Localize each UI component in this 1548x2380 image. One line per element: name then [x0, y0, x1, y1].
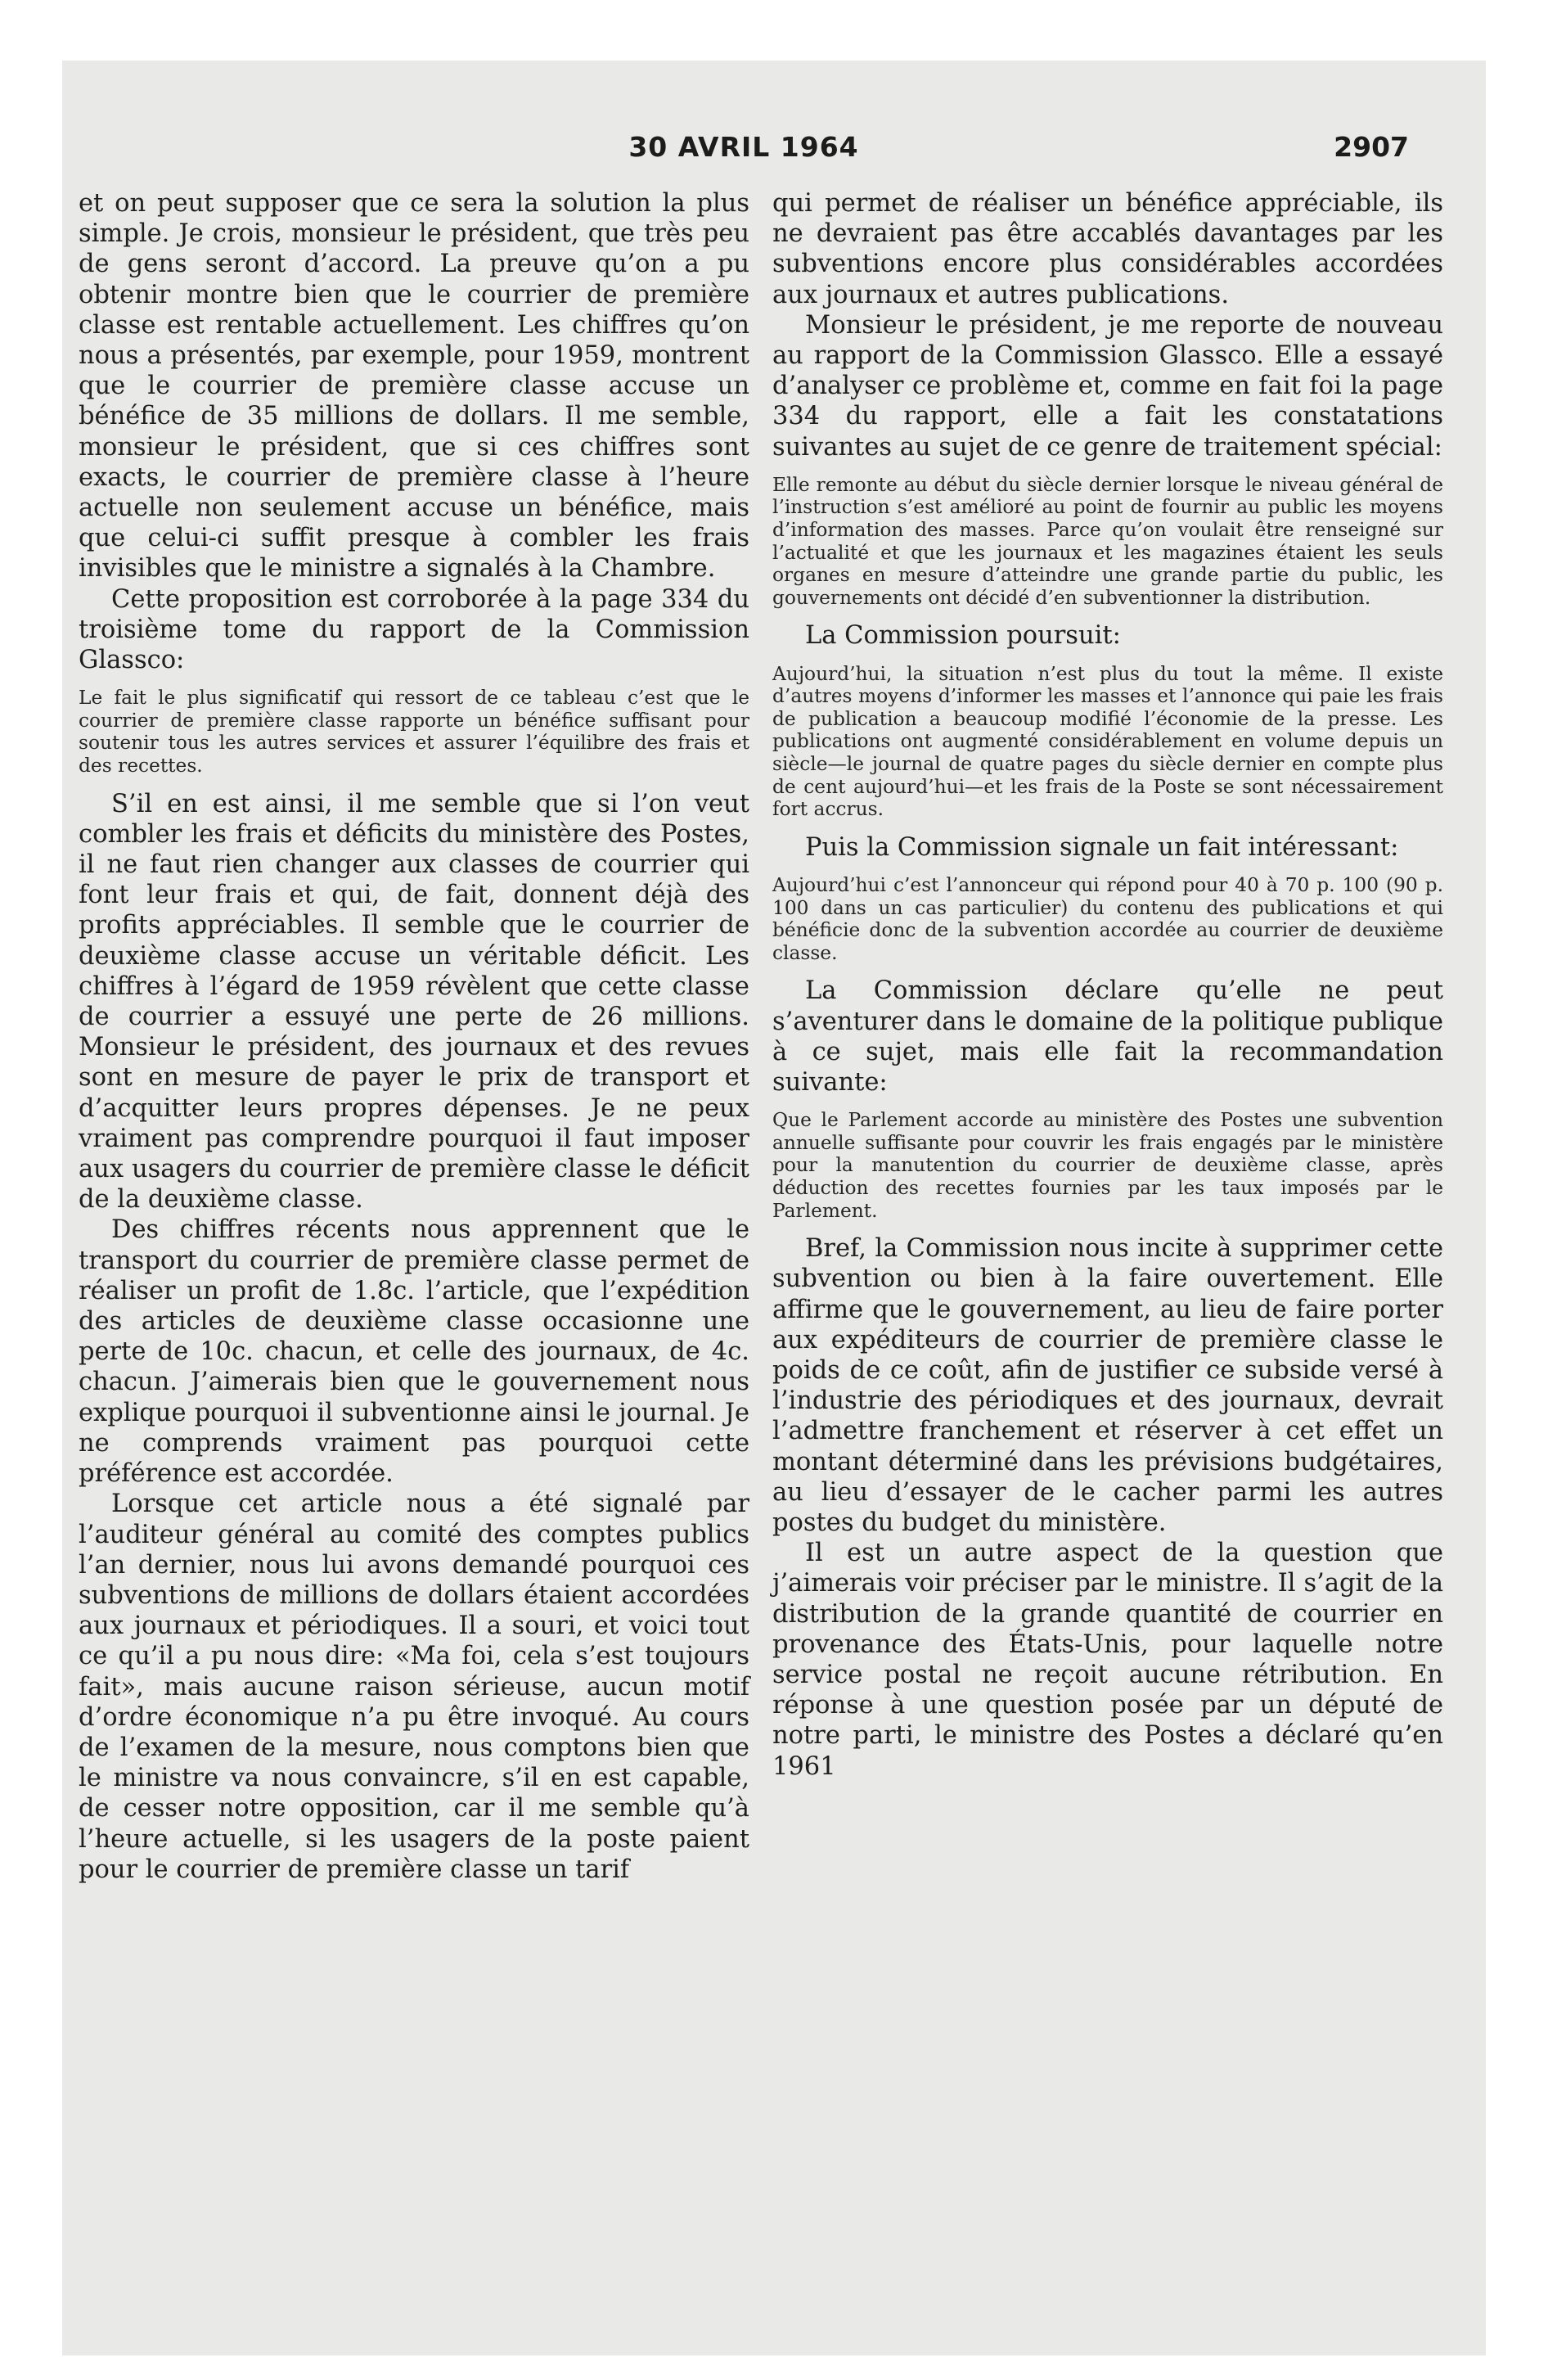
block-quote: Aujourd’hui, la situation n’est plus du tout la même. Il existe d’autres moyens d’informer les masses et l’annonce qui paie les frais de publication a beaucoup modifié l’économie de la presse. Les publications ont augmenté considérablement en volume depuis un siècle—le journal de quatre pages du siècle dernier en compte plus de cent aujourd’hui—et les frais de la Poste se sont nécessairement fort accrus. [772, 662, 1443, 821]
paragraph: Des chiffres récents nous apprennent que le transport du courrier de première classe permet de réaliser un profit de 1.8c. l’article, que l’expédition des articles de deuxième classe occasionne une perte de 10c. chacun, et celle des journaux, de 4c. chacun. J’aimerais bien que le gouvernement nous explique pourquoi il subventionne ainsi le journal. Je ne comprends vraiment pas pourquoi cette préférence est accordée. [79, 1215, 749, 1489]
paragraph: La Commission poursuit: [805, 621, 1121, 651]
paragraph: Puis la Commission signale un fait intéressant: [805, 832, 1399, 862]
paragraph: Lorsque cet article nous a été signalé par l’auditeur général au comité des comptes publics l’an dernier, nous lui avons demandé pourquoi ces subventions de millions de dollars étaient accordées aux journaux et périodiques. Il a souri, et voici tout ce qu’il a pu nous dire: «Ma foi, cela s’est toujours fait», mais aucune raison sérieuse, aucun motif d’ordre économique n’a pu être invoqué. Au cours de l’examen de la mesure, nous comptons bien que le ministre va nous convaincre, s’il en est capable, de cesser notre opposition, car il me semble qu’à l’heure actuelle, si les usagers de la poste paient pour le courrier de première classe un tarif [79, 1490, 749, 1884]
paragraph: Bref, la Commission nous incite à supprimer cette subvention ou bien à la faire ouvertement. Elle affirme que le gouvernement, au lieu de faire porter aux expéditeurs de courrier de première classe le poids de ce coût, afin de justifier ce subside versé à l’industrie des périodiques et des journaux, devrait l’admettre franchement et réserver à cet effet un montant déterminé dans les prévisions budgétaires, au lieu d’essayer de le cacher parmi les autres postes du budget du ministère. [772, 1234, 1443, 1537]
paragraph: et on peut supposer que ce sera la solution la plus simple. Je crois, monsieur le président, que très peu de gens seront d’accord. La preuve qu’on a pu obtenir montre bien que le courrier de première classe est rentable actuellement. Les chiffres qu’on nous a présentés, par exemple, pour 1959, montrent que le courrier de première classe accuse un bénéfice de 35 millions de dollars. Il me semble, monsieur le président, que si ces chiffres sont exacts, le courrier de première classe à l’heure actuelle non seulement accuse un bénéfice, mais que celui-ci suffit presque à combler les frais invisibles que le ministre a signalés à la Chambre. [79, 189, 749, 584]
page-number: 2907 [1334, 131, 1409, 163]
right-column [772, 188, 1443, 1782]
block-quote: Que le Parlement accorde au ministère des Postes une subvention annuelle suffisante pour couvrir les frais engagés par le ministère pour la manutention du courrier de deuxième classe, après déduction des recettes fournies par les taux imposés par le Parlement. [772, 1109, 1443, 1222]
paragraph: S’il en est ainsi, il me semble que si l’on veut combler les frais et déficits du ministère des Postes, il ne faut rien changer aux classes de courrier qui font leur frais et qui, de fait, donnent déjà des profits appréciables. Il semble que le courrier de deuxième classe accuse un véritable déficit. Les chiffres à l’égard de 1959 révèlent que cette classe de courrier a essuyé une perte de 26 millions. Monsieur le président, des journaux et des revues sont en mesure de payer le prix de transport et d’acquitter leurs propres dépenses. Je ne peux vraiment pas comprendre pourquoi il faut imposer aux usagers du courrier de première classe le déficit de la deuxième classe. [79, 789, 749, 1215]
left-column [79, 188, 749, 1885]
paragraph: La Commission déclare qu’elle ne peut s’aventurer dans le domaine de la politique publique à ce sujet, mais elle fait la recommandation suivante: [772, 976, 1443, 1097]
paragraph: Il est un autre aspect de la question que j’aimerais voir préciser par le ministre. Il s’agit de la distribution de la grande quantité de courrier en provenance des États-Unis, pour laquelle notre service postal ne reçoit aucune rétribution. En réponse à une question posée par un député de notre parti, le ministre des Postes a déclaré qu’en 1961 [772, 1539, 1443, 1781]
paragraph: Cette proposition est corroborée à la page 334 du troisième tome du rapport de la Commission Glassco: [79, 584, 749, 675]
page-date: 30 AVRIL 1964 [628, 131, 859, 163]
block-quote: Elle remonte au début du siècle dernier lorsque le niveau général de l’instruction s’est amélioré au point de fournir au public les moyens d’information des masses. Parce qu’on voulait être renseigné sur l’actualité et que les journaux et les magazines étaient les seuls organes en mesure d’atteindre une grande partie du public, les gouvernements ont décidé d’en subventionner la distribution. [772, 473, 1443, 609]
running-head [79, 131, 1409, 170]
block-quote: Aujourd’hui c’est l’annonceur qui répond pour 40 à 70 p. 100 (90 p. 100 dans un cas particulier) du contenu des publications et qui bénéficie donc de la subvention accordée au courrier de deuxième classe. [772, 873, 1443, 964]
block-quote: Le fait le plus significatif qui ressort de ce tableau c’est que le courrier de première classe rapporte un bénéfice suffisant pour soutenir tous les autres services et assurer l’équilibre des frais et des recettes. [79, 687, 749, 778]
paragraph: Monsieur le président, je me reporte de nouveau au rapport de la Commission Glassco. Elle a essayé d’analyser ce problème et, comme en fait foi la page 334 du rapport, elle a fait les constatations suivantes au sujet de ce genre de traitement spécial: [772, 310, 1443, 462]
paragraph: qui permet de réaliser un bénéfice appréciable, ils ne devraient pas être accablés davantages par les subventions encore plus considérables accordées aux journaux et autres publications. [772, 189, 1443, 309]
